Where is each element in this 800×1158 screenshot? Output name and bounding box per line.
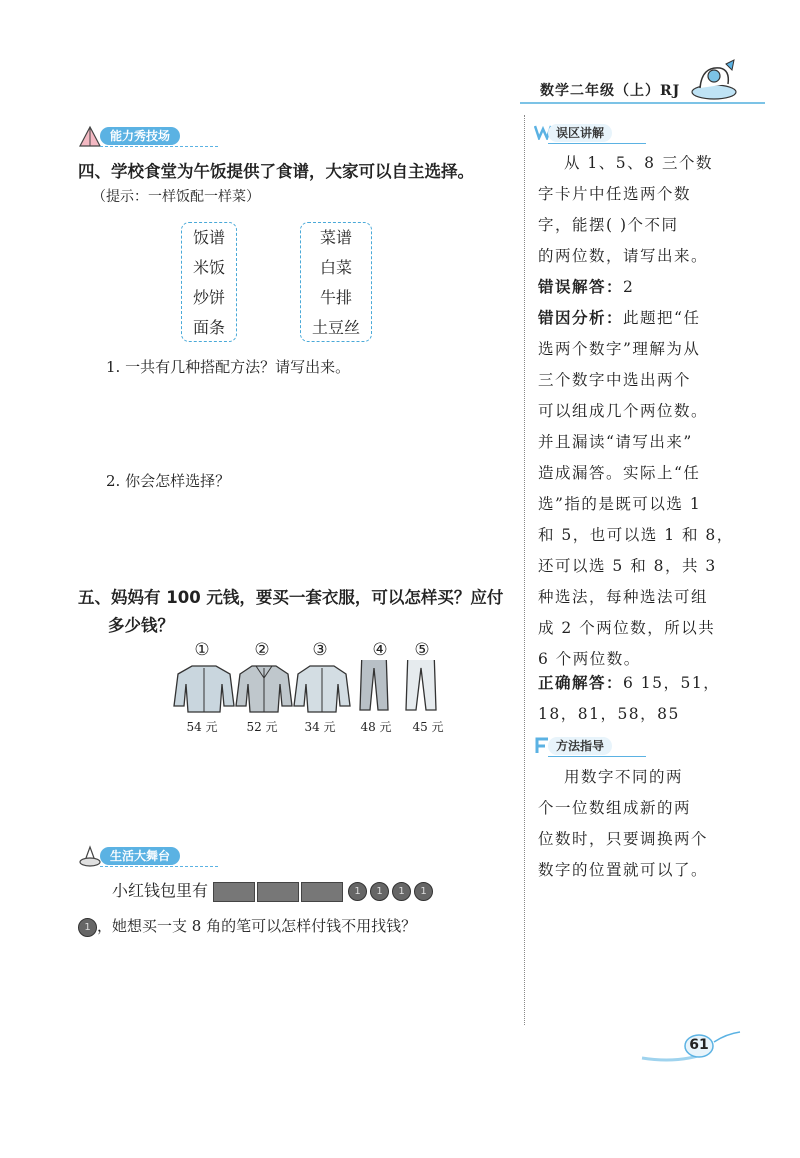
correct-line1: 6 15，51， — [623, 674, 721, 692]
q5-title-line2: 多少钱？ — [108, 616, 174, 635]
jacket-2-icon — [236, 666, 292, 712]
menu-item: 菜谱 — [319, 228, 352, 247]
clothing-number: ③ — [312, 640, 328, 660]
menu-item: 米饭 — [192, 258, 225, 277]
trousers-2-icon — [406, 660, 436, 710]
side-line: 的两位数，请写出来。 — [538, 247, 709, 265]
page-number-badge — [640, 1030, 750, 1064]
side-line: 6 个两位数。 — [538, 650, 641, 668]
banknote-icon — [257, 882, 299, 902]
clothing-number: ② — [254, 640, 270, 660]
side-wrong — [538, 272, 634, 303]
rice-menu-box — [181, 222, 237, 342]
side-line: 还可以选 5 和 8，共 3 — [538, 557, 717, 575]
tent-icon — [78, 124, 102, 148]
menu-item: 炒饼 — [192, 288, 225, 307]
side-line: 三个数字中选出两个 — [538, 371, 692, 389]
clothing-number: ⑤ — [414, 640, 430, 660]
menu-item: 白菜 — [319, 258, 352, 277]
menu-item: 饭谱 — [192, 228, 225, 247]
coin-icon: 1 — [370, 882, 389, 901]
coin-icon: 1 — [348, 882, 367, 901]
correct-line2: 18，81，58，85 — [538, 705, 680, 723]
banner-label: 方法指导 — [548, 737, 612, 755]
clothing-price: 48 元 — [360, 720, 392, 734]
side-correct — [538, 668, 720, 730]
banner-underline — [548, 756, 646, 757]
error-banner — [534, 122, 664, 144]
banknote-icon — [213, 882, 255, 902]
wrong-label: 错误解答： — [538, 278, 624, 296]
banner-underline — [100, 146, 218, 148]
clothing-price: 54 元 — [186, 720, 218, 734]
side-line: 成 2 个两位数，所以共 — [538, 619, 716, 637]
side-line: 并且漏读“请写出来” — [538, 433, 693, 451]
section-banner-life — [78, 844, 238, 868]
life-line2 — [78, 915, 416, 937]
jacket-3-icon — [294, 666, 350, 712]
q4-title: 四、学校食堂为午饭提供了食谱，大家可以自主选择。 — [78, 162, 474, 181]
section-label: 能力秀技场 — [100, 127, 180, 145]
analysis-label: 错因分析： — [538, 309, 624, 327]
banner-underline — [548, 143, 646, 144]
menu-item: 面条 — [192, 318, 225, 337]
side-line: 可以组成几个两位数。 — [538, 402, 709, 420]
side-line: 字，能摆( )个不同 — [538, 216, 679, 234]
method-banner — [534, 735, 664, 757]
life-text: ，她想买一支 8 角的笔可以怎样付钱不用找钱？ — [97, 917, 417, 935]
section-banner-ability — [78, 124, 238, 148]
coin-icon: 1 — [78, 918, 97, 937]
menu-item: 牛排 — [319, 288, 352, 307]
wrong-value: 2 — [623, 278, 635, 296]
header-rule — [520, 102, 765, 104]
side-line: 和 5，也可以选 1 和 8， — [538, 526, 734, 544]
side-line: 此题把“任 — [623, 309, 701, 327]
q4-sub2: 2. 你会怎样选择？ — [106, 472, 231, 490]
banknote-icon — [301, 882, 343, 902]
banner-label: 误区讲解 — [548, 124, 612, 142]
side-line: 用数字不同的两 — [564, 768, 684, 786]
side-line: 个一位数组成新的两 — [538, 799, 692, 817]
jacket-1-icon — [174, 666, 234, 712]
clothing-number: ④ — [372, 640, 388, 660]
side-line: 造成漏答。实际上“任 — [538, 464, 701, 482]
side-method — [538, 762, 738, 886]
side-line: 数字的位置就可以了。 — [538, 861, 709, 879]
side-line: 位数时，只要调换两个 — [538, 830, 709, 848]
life-text: 小红钱包里有 — [112, 881, 209, 900]
life-line1 — [112, 878, 433, 902]
coin-icon: 1 — [392, 882, 411, 901]
column-divider — [524, 115, 525, 1025]
clothing-price: 45 元 — [412, 720, 444, 734]
menu-item: 土豆丝 — [311, 318, 360, 337]
clothing-price: 34 元 — [304, 720, 336, 734]
banner-underline — [100, 866, 218, 868]
section-label: 生活大舞台 — [100, 847, 180, 865]
side-line: 选”指的是既可以选 1 — [538, 495, 702, 513]
side-line: 种选法，每种选法可组 — [538, 588, 709, 606]
clothing-number: ① — [194, 640, 210, 660]
side-problem — [538, 148, 733, 272]
clothing-price: 52 元 — [246, 720, 278, 734]
trousers-1-icon — [360, 660, 388, 710]
book-title: 数学二年级（上）RJ — [540, 83, 681, 99]
cartoon-logo-icon — [690, 58, 740, 106]
q4-hint: （提示：一样饭配一样菜） — [92, 189, 260, 205]
stage-icon — [78, 844, 102, 868]
clothing-illustrations — [170, 660, 460, 718]
side-line: 从 1、5、8 三个数 — [564, 154, 713, 172]
side-line: 字卡片中任选两个数 — [538, 185, 692, 203]
side-analysis — [538, 303, 738, 675]
q4-sub1: 1. 一共有几种搭配方法？请写出来。 — [106, 358, 351, 376]
q5-title-line1: 五、妈妈有 100 元钱，要买一套衣服，可以怎样买？应付 — [78, 588, 504, 607]
correct-label: 正确解答： — [538, 674, 624, 692]
coin-icon: 1 — [414, 882, 433, 901]
dish-menu-box — [300, 222, 372, 342]
side-line: 选两个数字”理解为从 — [538, 340, 701, 358]
page-number: 61 — [689, 1037, 709, 1053]
